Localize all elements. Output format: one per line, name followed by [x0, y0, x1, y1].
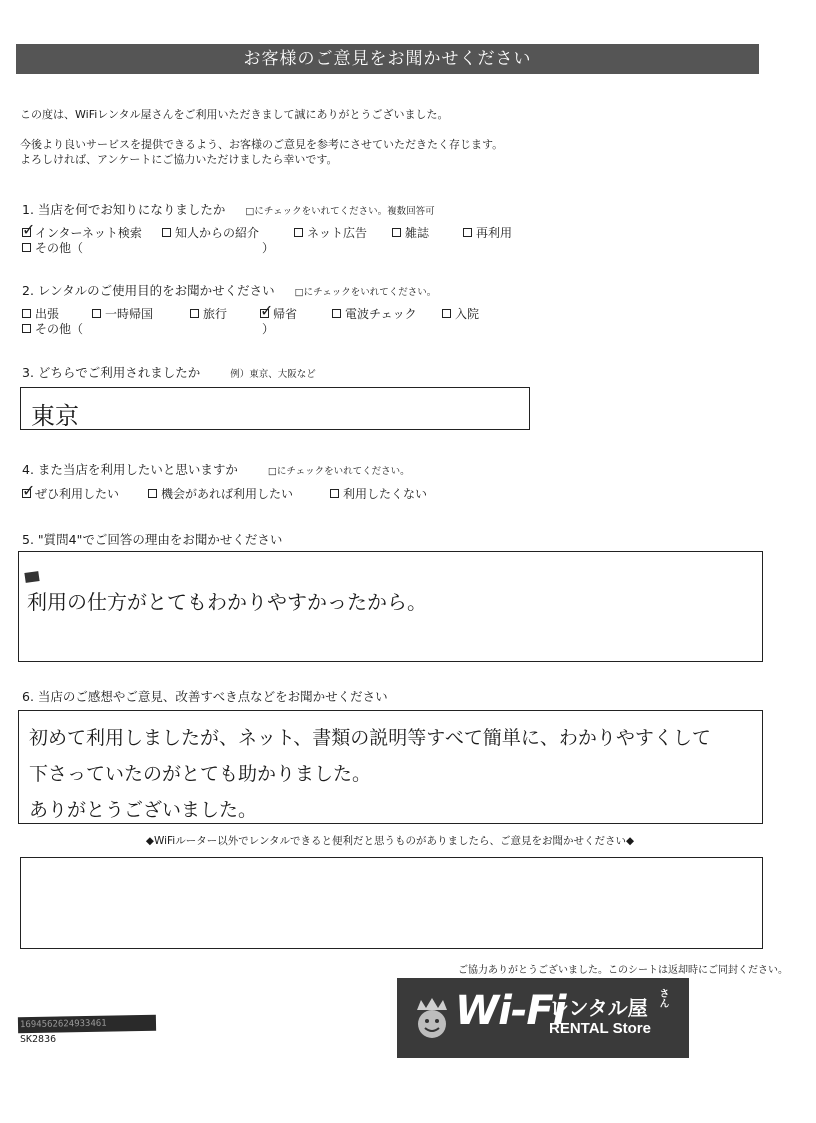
option-label: ネット広告 — [307, 226, 368, 240]
option-signal-check[interactable] — [332, 305, 417, 322]
option-other[interactable] — [22, 320, 83, 337]
question-6-answer-line-1: 初めて利用しましたが、ネット、書類の説明等すべて簡単に、わかりやすくして — [29, 727, 711, 749]
question-2 — [22, 281, 436, 299]
option-label: 知人からの紹介 — [175, 226, 260, 240]
question-5-answer-box[interactable] — [18, 551, 763, 662]
option-label: 一時帰国 — [105, 307, 154, 321]
question-4-options — [22, 485, 462, 501]
question-4-label: 4. また当店を利用したいと思いますか — [22, 462, 238, 477]
wifi-rental-logo — [397, 978, 689, 1058]
checkbox[interactable] — [22, 243, 31, 252]
question-6 — [22, 687, 388, 705]
question-1-label: 1. 当店を何でお知りになりましたか — [22, 202, 226, 217]
checkbox[interactable] — [22, 228, 31, 237]
question-3-answer: 東京 — [31, 402, 79, 430]
form-title: お客様のご意見をお聞かせください — [16, 44, 759, 74]
question-6-label: 6. 当店のご感想やご意見、改善すべき点などをお聞かせください — [22, 689, 388, 704]
mascot-icon — [411, 996, 453, 1040]
option-label: インターネット検索 — [35, 226, 142, 240]
checkbox[interactable] — [392, 228, 401, 237]
question-7-answer-box[interactable] — [20, 857, 763, 949]
question-1-note: □にチェックをいれてください。複数回答可 — [245, 206, 435, 217]
option-label: 機会があれば利用したい — [161, 487, 294, 501]
option-label: その他（ — [35, 241, 84, 255]
intro-line-2: 今後より良いサービスを提供できるよう、お客様のご意見を参考にさせていただきたく存じます。 — [20, 138, 504, 151]
option-other[interactable] — [22, 239, 83, 256]
question-4 — [22, 460, 410, 478]
question-2-label: 2. レンタルのご使用目的をお聞かせください — [22, 283, 275, 298]
logo-japanese-text: レンタル屋 — [549, 996, 648, 1020]
question-1 — [22, 200, 435, 218]
checkbox[interactable] — [330, 489, 339, 498]
option-magazine[interactable] — [392, 224, 429, 241]
option-definitely[interactable] — [22, 485, 119, 502]
option-label: 出張 — [35, 307, 60, 321]
question-2-other — [22, 320, 322, 336]
question-5 — [22, 530, 282, 548]
option-label: ぜひ利用したい — [35, 487, 120, 501]
question-4-note: □にチェックをいれてください。 — [267, 466, 410, 477]
option-no[interactable] — [330, 485, 427, 502]
thanks-note: ご協力ありがとうございました。このシートは返却時にご同封ください。 — [458, 965, 788, 976]
checkbox[interactable] — [463, 228, 472, 237]
option-label: 電波チェック — [345, 307, 417, 321]
logo-san-text: さん — [657, 988, 668, 1008]
logo-english-text: RENTAL Store — [549, 1020, 651, 1037]
option-label: 利用したくない — [343, 487, 428, 501]
question-6-answer-box[interactable] — [18, 710, 763, 824]
question-3-answer-box[interactable] — [20, 387, 530, 430]
option-label: その他（ — [35, 322, 84, 336]
question-2-options — [22, 305, 542, 321]
intro-line-1: この度は、WiFiレンタル屋さんをご利用いただきまして誠にありがとうございました。 — [20, 108, 449, 121]
checkbox[interactable] — [442, 309, 451, 318]
option-reuse[interactable] — [463, 224, 512, 241]
checkbox[interactable] — [22, 324, 31, 333]
option-label: 入院 — [455, 307, 480, 321]
checkbox[interactable] — [332, 309, 341, 318]
question-3 — [22, 363, 316, 381]
other-close-paren: ） — [262, 241, 275, 255]
scribble-mark — [24, 571, 39, 583]
question-2-note: □にチェックをいれてください。 — [294, 287, 437, 298]
other-close-paren: ） — [262, 322, 275, 336]
question-1-options — [22, 224, 542, 240]
redacted-code: 1694562624933461 — [18, 1015, 156, 1033]
checkbox[interactable] — [22, 489, 31, 498]
option-hospital[interactable] — [442, 305, 479, 322]
checkbox[interactable] — [260, 309, 269, 318]
option-label: 雑誌 — [405, 226, 430, 240]
option-label: 再利用 — [476, 226, 513, 240]
checkbox[interactable] — [22, 309, 31, 318]
checkbox[interactable] — [190, 309, 199, 318]
option-if-chance[interactable] — [148, 485, 293, 502]
option-label: 旅行 — [203, 307, 228, 321]
checkbox[interactable] — [162, 228, 171, 237]
question-1-other — [22, 239, 322, 255]
logo-wifi-text: Wi-Fi — [455, 988, 566, 1034]
question-7-label: ◆WiFiルーター以外でレンタルできると便利だと思うものがありましたら、ご意見をお聞かせください◆ — [145, 835, 635, 847]
option-label: 帰省 — [273, 307, 298, 321]
checkbox[interactable] — [148, 489, 157, 498]
question-5-answer: 利用の仕方がとてもわかりやすかったから。 — [27, 590, 427, 614]
question-6-answer-line-3: ありがとうございました。 — [29, 799, 258, 821]
question-3-note: 例）東京、大阪など — [230, 369, 316, 380]
checkbox[interactable] — [294, 228, 303, 237]
intro-line-3: よろしければ、アンケートにご協力いただけましたら幸いです。 — [20, 153, 338, 166]
question-6-answer-line-2: 下さっていたのがとても助かりました。 — [29, 763, 372, 785]
question-3-label: 3. どちらでご利用されましたか — [22, 365, 201, 380]
checkbox[interactable] — [92, 309, 101, 318]
form-code: SK2836 — [20, 1034, 57, 1045]
question-5-label: 5. "質問4"でご回答の理由をお聞かせください — [22, 532, 283, 547]
